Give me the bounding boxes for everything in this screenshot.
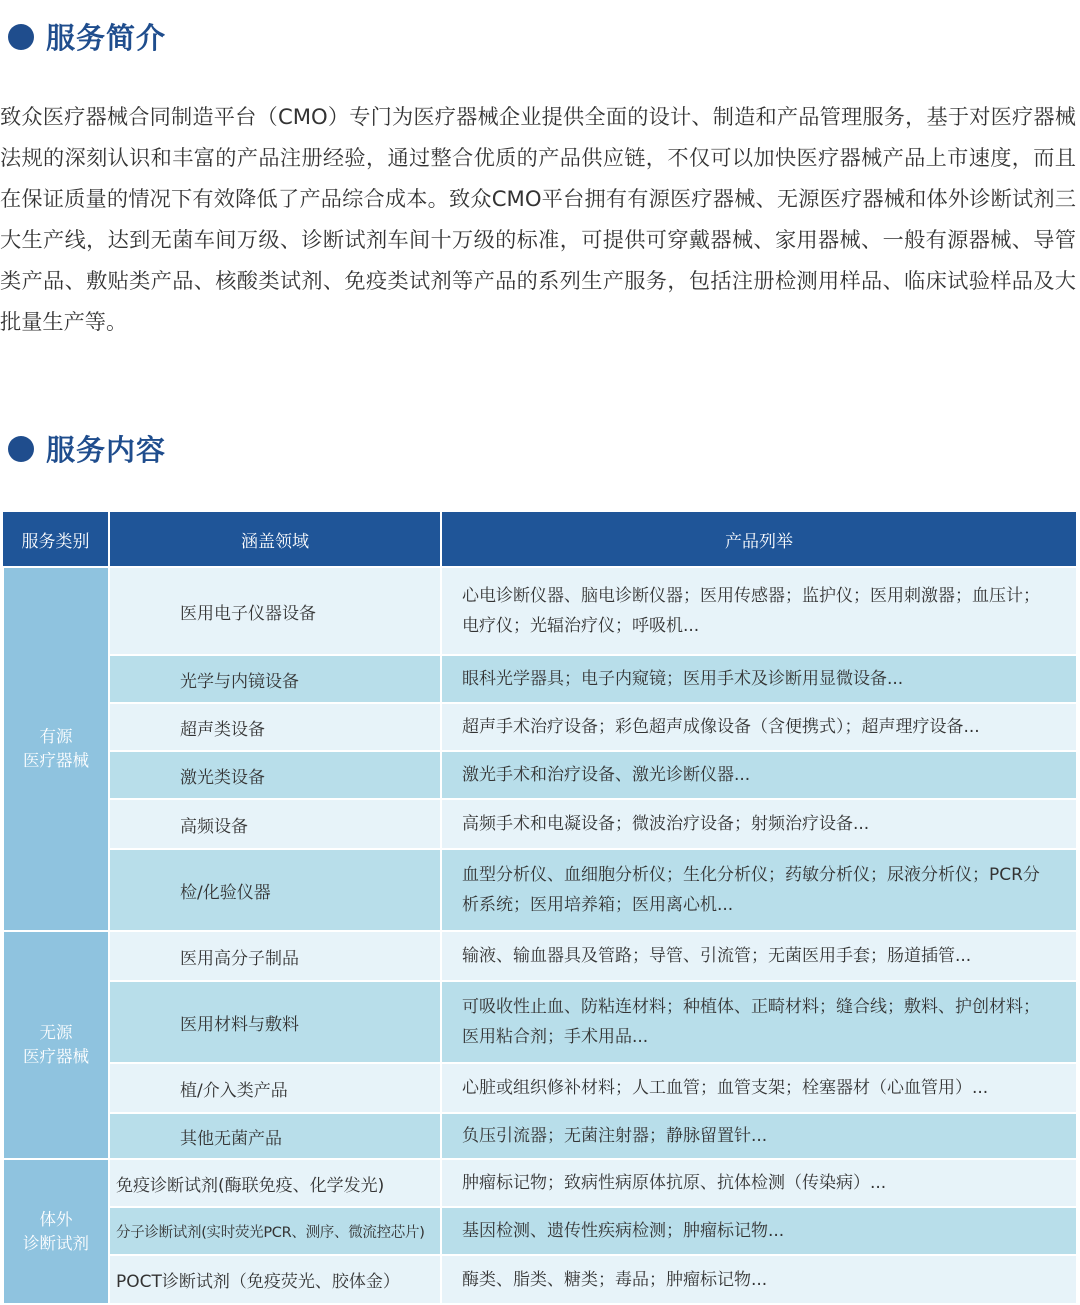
table-row (3, 1159, 1077, 1207)
field-cell: 光学与内镜设备 (109, 655, 441, 703)
table-row (3, 703, 1077, 751)
category-label: 无源 (39, 1023, 73, 1042)
table-row (3, 931, 1077, 981)
field-cell: 超声类设备 (109, 703, 441, 751)
table-row (3, 1113, 1077, 1159)
products-cell: 心脏或组织修补材料；人工血管；血管支架；栓塞器材（心血管用）... (441, 1063, 1077, 1113)
category-label: 医疗器械 (23, 751, 89, 770)
table-row (3, 1255, 1077, 1304)
field-cell: 医用电子仪器设备 (109, 567, 441, 655)
products-cell: 激光手术和治疗设备、激光诊断仪器... (441, 751, 1077, 799)
intro-paragraph: 致众医疗器械合同制造平台（CMO）专门为医疗器械企业提供全面的设计、制造和产品管理服务，基于对医疗器械法规的深刻认识和丰富的产品注册经验，通过整合优质的产品供应链，不仅可以加快医疗器械产品上市速度，而且在保证质量的情况下有效降低了产品综合成本。致众CMO平台拥有有源医疗器械、无源医疗器械和体外诊断试剂三大生产线，达到无菌车间万级、诊断试剂车间十万级的标准，可提供可穿戴器械、家用器械、一般有源器械、导管类产品、敷贴类产品、核酸类试剂、免疫类试剂等产品的系列生产服务，包括注册检测用样品、临床试验样品及大批量生产等。 (0, 104, 1076, 334)
products-cell: 基因检测、遗传性疾病检测；肿瘤标记物... (441, 1207, 1077, 1255)
table-row (3, 981, 1077, 1063)
category-label: 诊断试剂 (23, 1233, 89, 1253)
products-cell: 负压引流器；无菌注射器；静脉留置针... (441, 1113, 1077, 1159)
table-row (3, 751, 1077, 799)
table-row (3, 567, 1077, 655)
bullet-dot-icon (8, 436, 34, 462)
products-cell: 输液、输血器具及管路；导管、引流管；无菌医用手套；肠道插管... (441, 931, 1077, 981)
table-row (3, 655, 1077, 703)
section-heading-services (0, 428, 166, 469)
products-cell: 肿瘤标记物；致病性病原体抗原、抗体检测（传染病）... (441, 1159, 1077, 1207)
category-label: 医疗器械 (23, 1047, 89, 1066)
table-row (3, 1207, 1077, 1255)
category-cell (3, 567, 109, 931)
column-header: 涵盖领域 (109, 512, 441, 567)
products-cell: 心电诊断仪器、脑电诊断仪器；医用传感器；监护仪；医用刺激器；血压计；电疗仪；光辐治疗仪；呼吸机... (441, 567, 1077, 655)
field-cell: 分子诊断试剂(实时荧光PCR、测序、微流控芯片) (109, 1207, 441, 1255)
products-cell: 超声手术治疗设备；彩色超声成像设备（含便携式）；超声理疗设备... (441, 703, 1077, 751)
table-row (3, 849, 1077, 931)
table-header-row (3, 512, 1077, 567)
section-title: 服务内容 (46, 433, 167, 467)
column-header: 产品列举 (441, 512, 1077, 567)
category-cell (3, 1159, 109, 1304)
field-cell: 高频设备 (109, 799, 441, 849)
category-cell (3, 931, 109, 1159)
products-cell: 可吸收性止血、防粘连材料；种植体、正畸材料；缝合线；敷料、护创材料；医用粘合剂；手术用品... (441, 981, 1077, 1063)
products-cell: 血型分析仪、血细胞分析仪；生化分析仪；药敏分析仪；尿液分析仪；PCR分析系统；医用培养箱；医用离心机... (441, 849, 1077, 931)
bullet-dot-icon (8, 24, 34, 50)
section-heading-intro (0, 16, 166, 57)
field-cell: 检/化验仪器 (109, 849, 441, 931)
field-cell: 其他无菌产品 (109, 1113, 441, 1159)
field-cell: POCT诊断试剂（免疫荧光、胶体金） (109, 1255, 441, 1304)
products-cell: 眼科光学器具；电子内窥镜；医用手术及诊断用显微设备... (441, 655, 1077, 703)
section-title: 服务简介 (46, 21, 167, 55)
products-cell: 酶类、脂类、糖类；毒品；肿瘤标记物... (441, 1255, 1077, 1304)
services-table (2, 512, 1078, 1305)
products-cell: 高频手术和电凝设备；微波治疗设备；射频治疗设备... (441, 799, 1077, 849)
field-cell: 医用材料与敷料 (109, 981, 441, 1063)
field-cell: 医用高分子制品 (109, 931, 441, 981)
table-row (3, 1063, 1077, 1113)
field-cell: 激光类设备 (109, 751, 441, 799)
field-cell: 免疫诊断试剂(酶联免疫、化学发光) (109, 1159, 441, 1207)
category-label: 体外 (39, 1209, 73, 1229)
field-cell: 植/介入类产品 (109, 1063, 441, 1113)
category-label: 有源 (39, 727, 73, 746)
column-header: 服务类别 (3, 512, 109, 567)
table-row (3, 799, 1077, 849)
